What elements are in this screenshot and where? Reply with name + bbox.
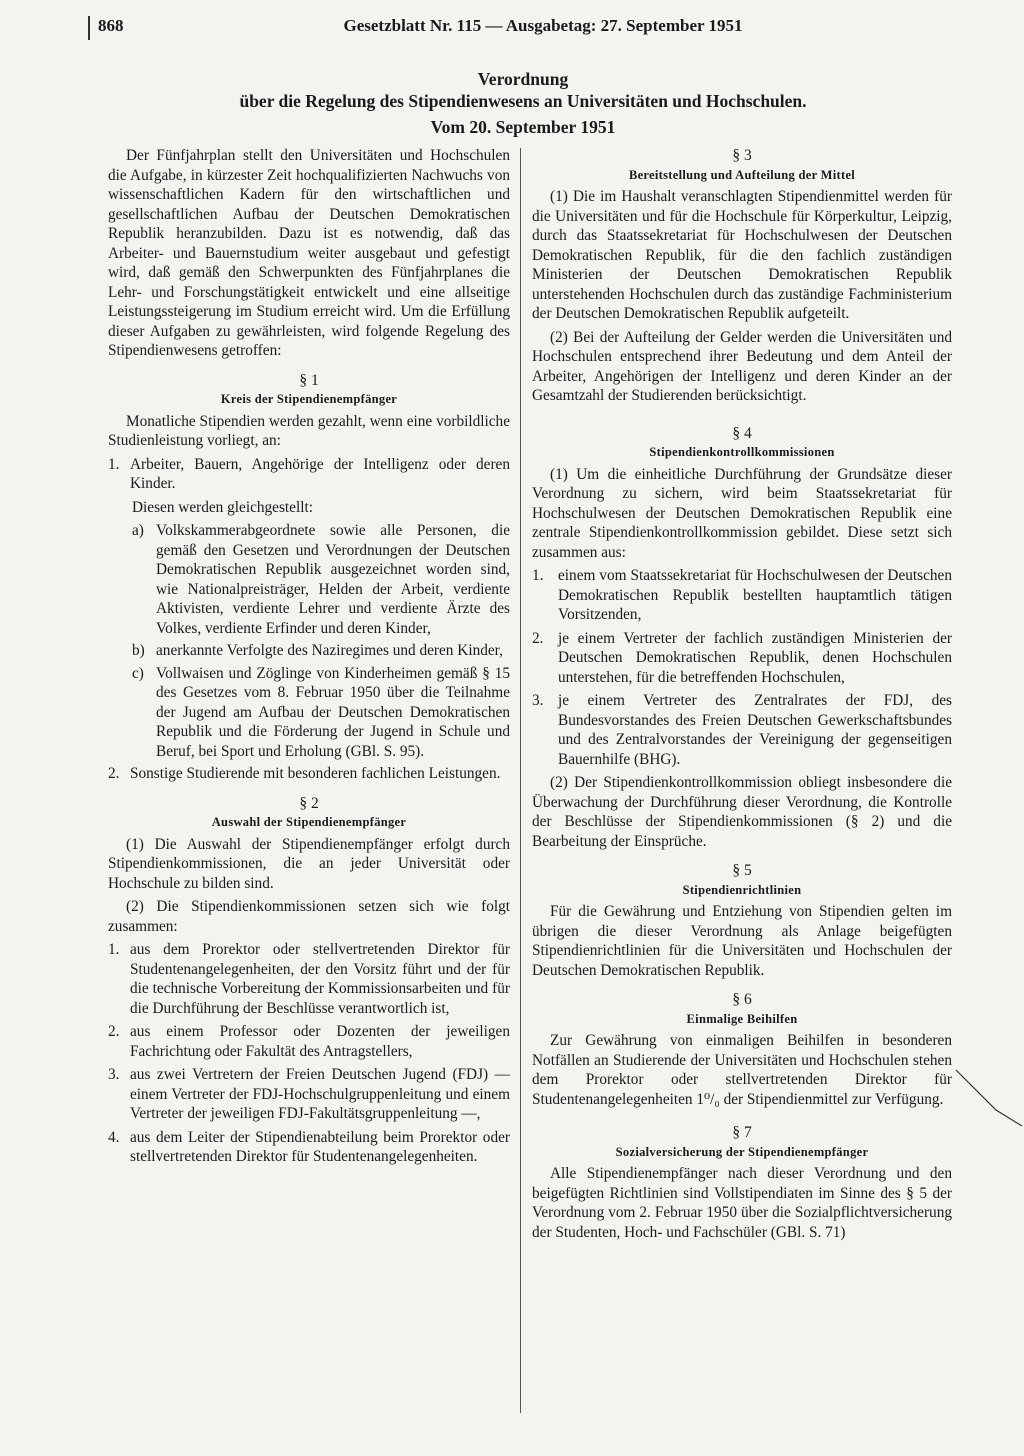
section-3-number: § 3 [732, 147, 752, 164]
title-date: Vom 20. September 1951 [430, 117, 616, 137]
list-item [108, 764, 510, 784]
section-2-para-1: (1) Die Auswahl der Stipendienempfänger erfolgt durch Stipendienkommissionen, die an jeder Universität oder Hochschule zu bilden sind. [108, 835, 510, 892]
margin-pen-mark [952, 1066, 1024, 1136]
sub-item-text: anerkannte Verfolgte des Naziregimes und deren Kinder, [156, 642, 503, 659]
section-7-number: § 7 [732, 1124, 752, 1141]
section-4-number: § 4 [732, 424, 752, 442]
list-item [108, 455, 510, 494]
section-4-title: Stipendienkontrollkommissionen [649, 445, 835, 459]
page-header [88, 14, 958, 42]
sub-item-letter: b) [132, 642, 145, 659]
section-2-title: Auswahl der Stipendienempfänger [211, 815, 407, 829]
section-5-number: § 5 [732, 862, 752, 879]
preamble: Der Fünfjahrplan stellt den Universitäten und Hochschulen die Aufgabe, in kürzester Zeit hochqualifizierten Nachwuchs von wissenschaftlichen Kadern für den wirtschaftlichen und gesellschaftlichen Aufbau der Deutschen Demokratischen Republik heranzubilden. Dazu ist es notwendig, daß das Arbeiter- und Bauernstudium weiter ausgebaut und gefestigt wird, daß gemäß den Schwerpunkten des Fünfjahrplanes die Lehr- und Forschungstätigkeit entwickelt und eine allseitige Leistungssteigerung im Studium erreicht wird. Um die Erfüllung dieser Aufgaben zu gewährleisten, wird folgende Regelung des Stipendienwesens getroffen: [108, 147, 510, 359]
list-item-text: aus dem Leiter der Stipendienabteilung beim Prorektor oder stellvertretenden Direktor für Studentenangelegenheiten. [130, 1128, 510, 1165]
list-item [108, 940, 510, 1018]
sub-item [132, 641, 510, 661]
section-6-number: § 6 [732, 991, 752, 1008]
section-1-title: Kreis der Stipendienempfänger [220, 392, 398, 406]
running-title: Gesetzblatt Nr. 115 — Ausgabetag: 27. September 1951 [343, 16, 743, 35]
section-4-para-2: (2) Der Stipendienkontrollkommission obliegt insbesondere die Überwachung der Durchführung dieser Verordnung, die Kontrolle der Beschlüsse der Stipendienkommissionen (§ 2) und die Bearbeitung der Einsprüche. [532, 774, 952, 850]
left-column [108, 146, 510, 1171]
sub-item-letter: a) [132, 522, 144, 539]
list-item [108, 1022, 510, 1061]
list-item-text: aus einem Professor oder Dozenten der jeweiligen Fachrichtung oder Fakultät des Antragstellers, [130, 1023, 510, 1060]
list-item [108, 1065, 510, 1124]
title-block [88, 68, 958, 138]
list-item-text: aus dem Prorektor oder stellvertretenden Direktor für Studentenangelegenheiten, der den Vorsitz führt und der für die technische Vorbereitung der Kommissionsarbeiten und für die Durchführung der Beschlüsse verantwortlich ist, [130, 941, 510, 1017]
list-item-text: Sonstige Studierende mit besonderen fachlichen Leistungen. [130, 765, 501, 782]
section-5-title: Stipendienrichtlinien [682, 882, 802, 897]
list-item-text: je einem Vertreter des Zentralrates der FDJ, des Bundesvorstandes des Freien Deutschen Gewerkschaftsbundes und des Zentralvorstandes der Vereinigung der gegenseitigen Bauernhilfe (BHG). [558, 692, 952, 768]
list-item-number: 1. [532, 567, 544, 584]
list-item-text: einem vom Staatssekretariat für Hochschulwesen der Deutschen Demokratischen Republik bestellten hauptamtlich tätigen Vorsitzenden, [558, 567, 952, 623]
column-divider [520, 148, 521, 1413]
title-line-2: über die Regelung des Stipendienwesens an Universitäten und Hochschulen. [239, 91, 807, 111]
section-2-para-2: (2) Die Stipendienkommissionen setzen sich wie folgt zusammen: [108, 898, 510, 935]
section-7-para: Alle Stipendienempfänger nach dieser Verordnung und den beigefügten Richtlinien sind Vollstipendiaten im Sinne des § 5 der Verordnung vom 2. Februar 1950 über die Sozialpflichtversicherung der Studenten, Hoch- und Fachschüler (GBl. S. 71) [532, 1165, 952, 1241]
list-item-number: 1. [108, 941, 120, 958]
section-7-title: Sozialversicherung der Stipendienempfänger [615, 1144, 869, 1159]
sub-item-text: Volkskammerabgeordnete sowie alle Personen, die gemäß den Gesetzen und Verordnungen der Deutschen Demokratischen Republik ausgezeichnet worden sind, wie Nationalpreisträger, Helden der Arbeit, verdiente Aktivisten, verdiente Lehrer und verdiente Ärzte des Volkes, verdiente Erfinder und deren Kinder, [156, 522, 510, 637]
list-item-number: 2. [108, 1023, 120, 1040]
sub-item [132, 664, 510, 762]
list-item-number: 4. [108, 1128, 120, 1146]
section-1-lead: Diesen werden gleichgestellt: [132, 498, 313, 516]
section-3-title: Bereitstellung und Aufteilung der Mittel [628, 167, 856, 182]
list-item-number: 2. [532, 629, 544, 647]
section-6-title: Einmalige Beihilfen [686, 1011, 798, 1026]
sub-item [132, 521, 510, 638]
list-item [532, 691, 952, 769]
list-item [532, 566, 952, 625]
title-line-1: Verordnung [477, 69, 569, 89]
right-column [532, 146, 952, 1246]
section-3-para-1: (1) Die im Haushalt veranschlagten Stipendienmittel werden für die Universitäten und für die Hochschule für Körperkultur, Leipzig, durch das Staatssekretariat für Hochschulwesen der Deutschen Demokratischen Republik, für die den fachlich zuständigen Ministerien der Deutschen Demokratischen Republik unterstehenden Hochschulen durch das zuständige Fachministerium der Deutschen Demokratischen Republik aufgeteilt. [532, 188, 952, 322]
section-5-para: Für die Gewährung und Entziehung von Stipendien gelten im übrigen die dieser Verordnung als Anlage beigefügten Stipendienrichtlinien für die Universitäten und Hochschulen der Deutschen Demokratischen Republik. [532, 903, 952, 979]
list-item-number: 3. [108, 1066, 120, 1083]
sub-item-letter: c) [132, 664, 144, 682]
list-item-number: 1. [108, 455, 120, 473]
section-4-para-1: (1) Um die einheitliche Durchführung der Grundsätze dieser Verordnung zu sichern, wird beim Staatssekretariat für Hochschulwesen der Deutschen Demokratischen Republik eine zentrale Stipendienkontrollkommission gebildet. Diese setzt sich zusammen aus: [532, 465, 952, 561]
list-item-text: aus zwei Vertretern der Freien Deutschen Jugend (FDJ) — einem Vertreter der FDJ-Hochschulgruppenleitung und einem Vertreter der jeweiligen FDJ-Fakultätsgruppenleitung —, [130, 1066, 510, 1122]
list-item-text: Arbeiter, Bauern, Angehörige der Intelligenz oder deren Kinder. [130, 455, 510, 492]
section-1-intro: Monatliche Stipendien werden gezahlt, wenn eine vorbildliche Studienleistung vorliegt, an: [108, 412, 510, 449]
section-1-number: § 1 [299, 371, 319, 389]
list-item-number: 2. [108, 765, 120, 782]
sub-item-text: Vollwaisen und Zöglinge von Kinderheimen gemäß § 15 des Gesetzes vom 8. Februar 1950 über die Teilnahme der Jugend am Aufbau der Deutschen Demokratischen Republik und die Förderung der Jugend in Schule und Beruf, bei Sport und Erholung (GBl. S. 95). [156, 664, 510, 760]
list-item-text: je einem Vertreter der fachlich zuständigen Ministerien der Deutschen Demokratischen Republik, denen Hochschulen unterstehen, für die betreffenden Hochschulen, [558, 629, 952, 686]
list-item-number: 3. [532, 692, 544, 709]
list-item [532, 629, 952, 688]
section-6-para: Zur Gewährung von einmaligen Beihilfen in besonderen Notfällen an Studierende der Universitäten und Hochschulen stehen dem Prorektor oder stellvertretenden Direktor für Studentenangelegenheiten 1⁰/₀ der Stipendienmittel zur Verfügung. [532, 1032, 952, 1108]
section-2-number: § 2 [299, 794, 319, 812]
section-3-para-2: (2) Bei der Aufteilung der Gelder werden die Universitäten und Hochschulen entsprechend ihrer Bedeutung und dem Anteil der Arbeiter, Angehörigen der Intelligenz und deren Kinder an der Gesamtzahl der Studierenden berücksichtigt. [532, 328, 952, 404]
page-number: 868 [98, 16, 124, 35]
list-item [108, 1128, 510, 1167]
